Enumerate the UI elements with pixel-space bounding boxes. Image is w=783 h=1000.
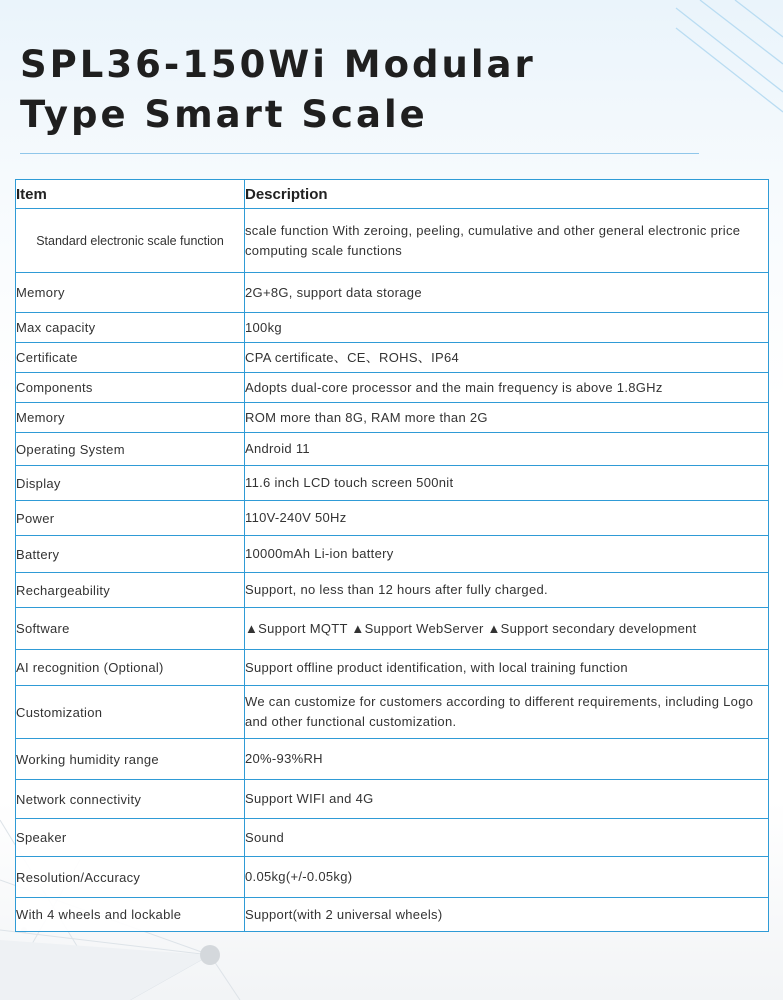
row-description: Adopts dual-core processor and the main frequency is above 1.8GHz <box>245 373 769 403</box>
table-row <box>16 273 769 313</box>
row-description: 2G+8G, support data storage <box>245 273 769 313</box>
row-item: Software <box>16 608 245 650</box>
row-description: CPA certificate、CE、ROHS、IP64 <box>245 343 769 373</box>
row-item: Memory <box>16 403 245 433</box>
column-header-item: Item <box>16 180 245 209</box>
row-description: ROM more than 8G, RAM more than 2G <box>245 403 769 433</box>
row-description: scale function With zeroing, peeling, cumulative and other general electronic price computing scale functions <box>245 209 769 273</box>
row-description: 100kg <box>245 313 769 343</box>
row-item: Power <box>16 501 245 536</box>
column-header-description: Description <box>245 180 769 209</box>
specification-table <box>15 179 769 932</box>
row-item: Max capacity <box>16 313 245 343</box>
row-description: 110V-240V 50Hz <box>245 501 769 536</box>
row-description: 20%-93%RH <box>245 739 769 780</box>
row-item: Battery <box>16 536 245 573</box>
row-item: Memory <box>16 273 245 313</box>
table-row <box>16 608 769 650</box>
title-line-2: Type Smart Scale <box>20 93 428 136</box>
row-item: Standard electronic scale function <box>16 209 245 273</box>
row-item: With 4 wheels and lockable <box>16 898 245 932</box>
table-row <box>16 650 769 686</box>
row-item: AI recognition (Optional) <box>16 650 245 686</box>
table-row <box>16 573 769 608</box>
row-item: Certificate <box>16 343 245 373</box>
page-title <box>20 40 536 140</box>
table-row <box>16 403 769 433</box>
table-row <box>16 536 769 573</box>
table-row <box>16 501 769 536</box>
table-header-row <box>16 180 769 209</box>
table-row <box>16 857 769 898</box>
title-line-1: SPL36-150Wi Modular <box>20 43 536 86</box>
table-row <box>16 819 769 857</box>
row-description: 11.6 inch LCD touch screen 500nit <box>245 466 769 501</box>
row-item: Customization <box>16 686 245 739</box>
title-divider <box>20 153 699 154</box>
row-description: Sound <box>245 819 769 857</box>
row-item: Rechargeability <box>16 573 245 608</box>
table-row <box>16 433 769 466</box>
table-row <box>16 313 769 343</box>
row-item: Components <box>16 373 245 403</box>
row-item: Speaker <box>16 819 245 857</box>
row-item: Operating System <box>16 433 245 466</box>
table-row <box>16 780 769 819</box>
row-item: Resolution/Accuracy <box>16 857 245 898</box>
row-description: We can customize for customers according to different requirements, including Logo and other functional customization. <box>245 686 769 739</box>
row-description: 0.05kg(+/-0.05kg) <box>245 857 769 898</box>
row-description: ▲Support MQTT ▲Support WebServer ▲Support secondary development <box>245 608 769 650</box>
table-row <box>16 686 769 739</box>
table-row <box>16 373 769 403</box>
row-description: Support offline product identification, with local training function <box>245 650 769 686</box>
table-row <box>16 343 769 373</box>
row-item: Working humidity range <box>16 739 245 780</box>
row-description: Support(with 2 universal wheels) <box>245 898 769 932</box>
row-description: 10000mAh Li-ion battery <box>245 536 769 573</box>
row-description: Support WIFI and 4G <box>245 780 769 819</box>
table-row <box>16 898 769 932</box>
row-item: Network connectivity <box>16 780 245 819</box>
table-row <box>16 209 769 273</box>
row-description: Support, no less than 12 hours after fully charged. <box>245 573 769 608</box>
table-row <box>16 739 769 780</box>
table-row <box>16 466 769 501</box>
row-item: Display <box>16 466 245 501</box>
row-description: Android 11 <box>245 433 769 466</box>
